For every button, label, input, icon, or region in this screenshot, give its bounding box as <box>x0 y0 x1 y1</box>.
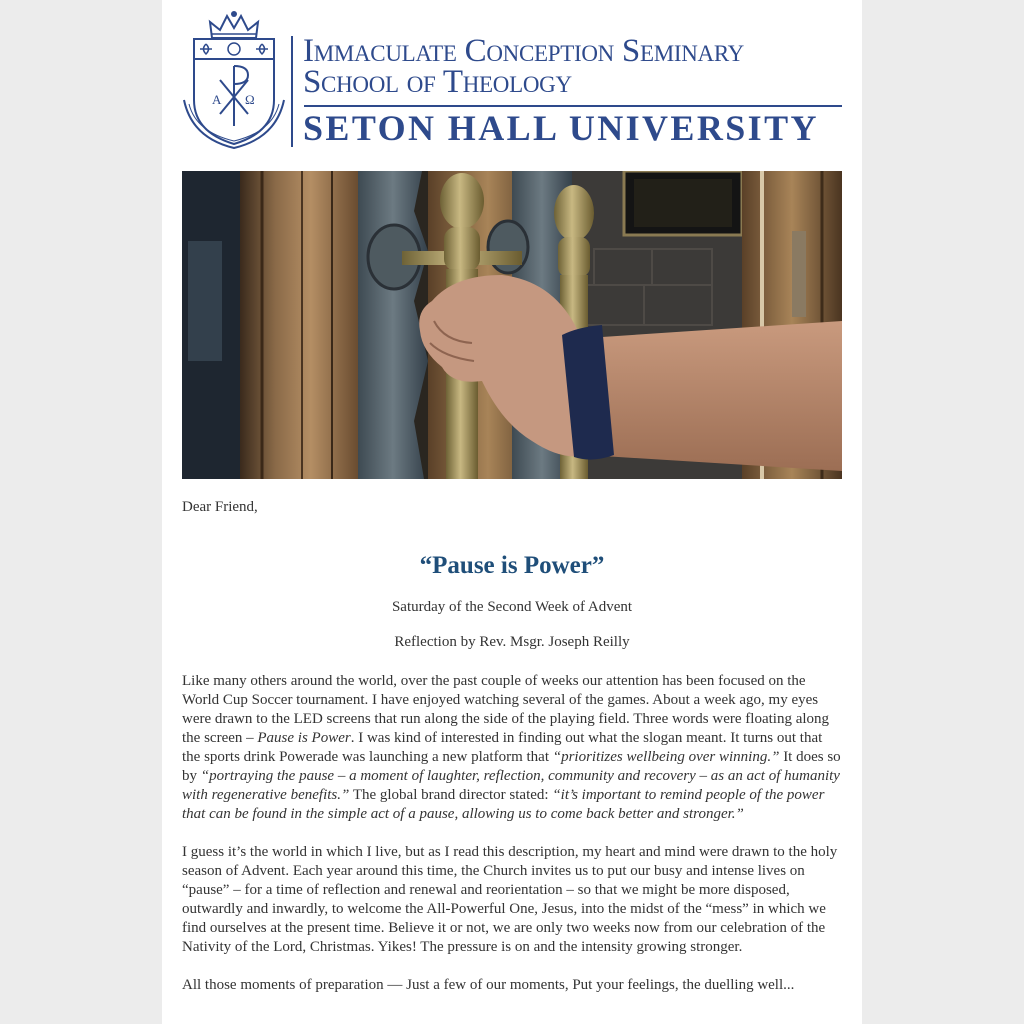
seminary-name: Immaculate Conception Seminary <box>303 33 744 69</box>
header-rule <box>304 105 842 107</box>
header-divider <box>291 36 293 147</box>
paragraph-1-text-c: . I was kind of interested in finding out what the slogan meant. It turns out that the sports drink Powerade was launching a new platform that <box>182 730 823 765</box>
seminary-crest-icon <box>182 8 286 150</box>
greeting: Dear Friend, <box>182 499 258 515</box>
svg-text:Ω: Ω <box>245 92 255 107</box>
email-page <box>162 0 862 1024</box>
seminary-header <box>182 8 842 153</box>
quote-director: “it’s important to remind people of the power that can be found in the simple act of a pause, allowing us to come back better and stronger.” <box>182 787 825 822</box>
quote-prioritizes: “prioritizes wellbeing over winning.” <box>552 749 780 765</box>
school-name: School of Theology <box>303 64 572 100</box>
paragraph-2: I guess it’s the world in which I live, but as I read this description, my heart and mind were drawn to the holy season of Advent. Each year around this time, the Church invites us to put our busy and intense lives on “pause” – for a time of reflection and renewal and reorientation – so that we might be more disposed, outwardly and inwardly, to welcome the All-Powerful One, Jesus, into the midst of the “mess” in which we find ourselves at the present time. Believe it or not, we are only two weeks now from our celebration of the Nativity of the Lord, Christmas. Yikes! The pressure is on and the intensity growing stronger. <box>182 844 838 955</box>
paragraph-3: All those moments of preparation — Just a few of our moments, Put your feelings, the duelling well... <box>182 977 795 993</box>
paragraph-1-text-e: It does so by <box>182 749 841 784</box>
university-name: SETON HALL UNIVERSITY <box>303 108 819 148</box>
reflection-title: “Pause is Power” <box>419 552 605 579</box>
paragraph-1-text-a: Like many others around the world, over the past couple of weeks our attention has been focused on the World Cup Soccer tournament. I have enjoyed watching several of the games. About a week ago, my eyes were drawn to the LED screens that run along the side of the playing field. Three words were floating along the screen – <box>182 673 830 746</box>
quote-portraying: “portraying the pause – a moment of laughter, reflection, community and recovery – as an act of humanity with regenerative benefits.” <box>182 768 840 803</box>
reflection-date: Saturday of the Second Week of Advent <box>391 599 633 615</box>
svg-text:Α: Α <box>212 92 222 107</box>
reflection-byline: Reflection by Rev. Msgr. Joseph Reilly <box>394 634 630 650</box>
letter-body <box>182 498 842 995</box>
slogan-text: Pause is Power <box>257 730 351 746</box>
paragraph-1 <box>182 672 842 824</box>
paragraph-1-text-g: The global brand director stated: <box>349 787 553 803</box>
hero-photo <box>182 171 842 479</box>
